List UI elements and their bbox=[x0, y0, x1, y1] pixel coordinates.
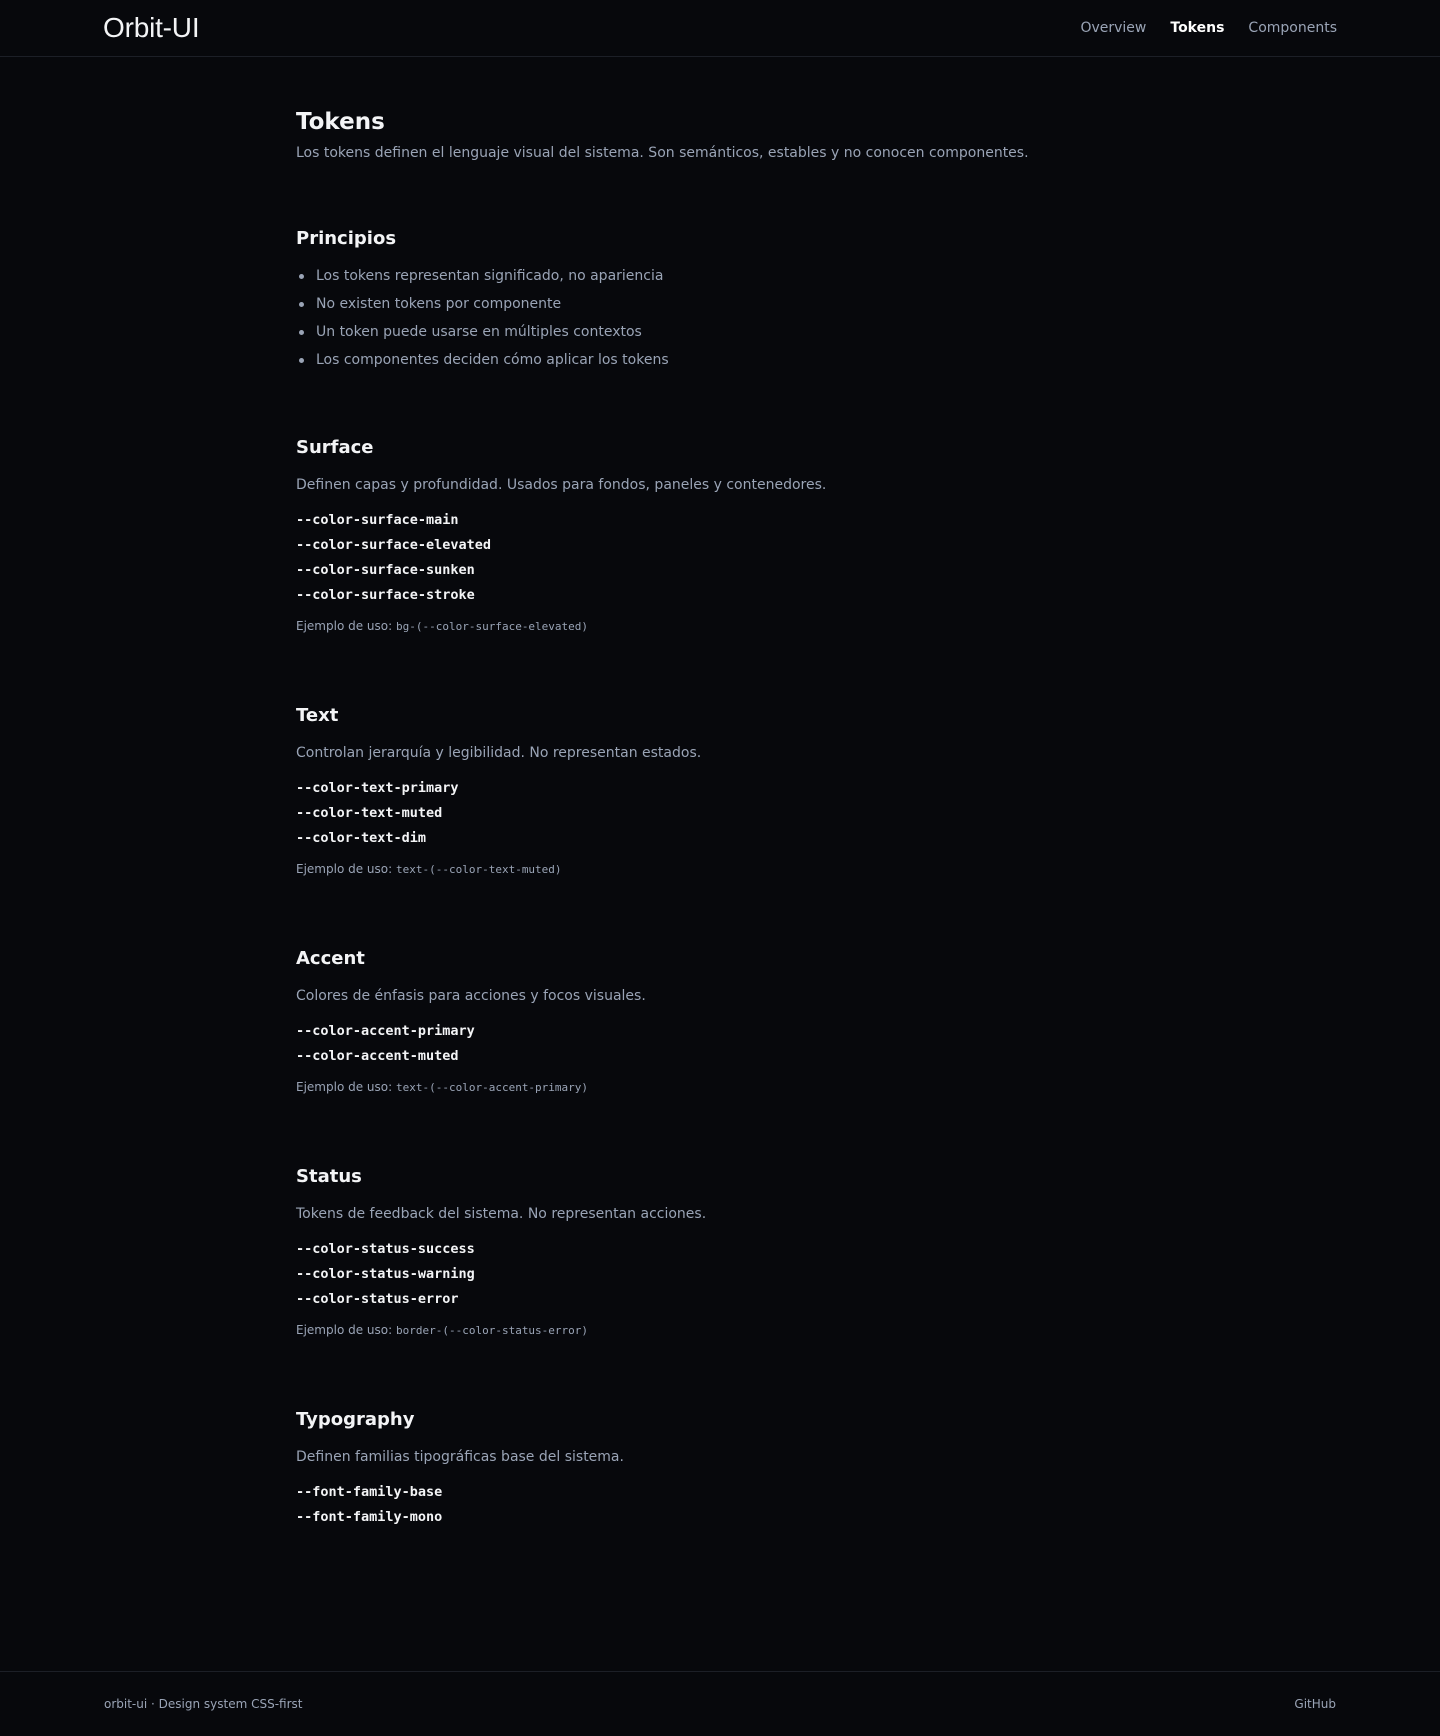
token-name: --color-text-muted bbox=[296, 805, 443, 821]
principles-title: Principios bbox=[296, 228, 397, 249]
token-name: --color-text-primary bbox=[296, 780, 459, 796]
brand-logo[interactable]: Orbit-UI bbox=[103, 12, 200, 43]
token-list bbox=[296, 1237, 1196, 1312]
principles-list bbox=[296, 267, 1196, 369]
usage-example-label: Ejemplo de uso: bbox=[296, 619, 393, 633]
token-name: --color-status-warning bbox=[296, 1266, 475, 1282]
usage-example bbox=[296, 1322, 1196, 1339]
token-name: --color-surface-elevated bbox=[296, 537, 492, 553]
token-name: --color-accent-primary bbox=[296, 1023, 475, 1039]
token-group-accent bbox=[296, 948, 1196, 1096]
nav-tokens[interactable]: Tokens bbox=[1170, 20, 1225, 36]
usage-example-code: border-(--color-status-error) bbox=[395, 1324, 589, 1337]
group-title: Typography bbox=[296, 1409, 415, 1430]
token-name: --font-family-mono bbox=[296, 1509, 443, 1525]
token-list bbox=[296, 1019, 1196, 1069]
usage-example-code: bg-(--color-surface-elevated) bbox=[395, 620, 589, 633]
footer-text: orbit-ui · Design system CSS-first bbox=[104, 1697, 303, 1711]
group-title: Surface bbox=[296, 437, 374, 458]
token-list bbox=[296, 508, 1196, 608]
token-group-status bbox=[296, 1166, 1196, 1339]
token-name: --color-status-success bbox=[296, 1241, 475, 1257]
group-description: Tokens de feedback del sistema. No representan acciones. bbox=[296, 1206, 707, 1222]
token-name: --color-surface-sunken bbox=[296, 562, 475, 578]
nav-components[interactable]: Components bbox=[1248, 20, 1337, 36]
usage-example-label: Ejemplo de uso: bbox=[296, 1323, 393, 1337]
usage-example-code: text-(--color-text-muted) bbox=[395, 863, 562, 876]
group-description: Definen familias tipográficas base del sistema. bbox=[296, 1449, 624, 1465]
page-subtitle: Los tokens definen el lenguaje visual del sistema. Son semánticos, estables y no conocen componentes. bbox=[296, 145, 1029, 161]
token-list bbox=[296, 1480, 1196, 1530]
token-name: --font-family-base bbox=[296, 1484, 443, 1500]
principle-item: No existen tokens por componente bbox=[296, 295, 1196, 313]
usage-example bbox=[296, 618, 1196, 635]
group-title: Accent bbox=[296, 948, 365, 969]
github-link[interactable]: GitHub bbox=[1294, 1697, 1336, 1711]
group-description: Controlan jerarquía y legibilidad. No representan estados. bbox=[296, 745, 702, 761]
usage-example-label: Ejemplo de uso: bbox=[296, 1080, 393, 1094]
usage-example bbox=[296, 861, 1196, 878]
group-description: Definen capas y profundidad. Usados para fondos, paneles y contenedores. bbox=[296, 477, 827, 493]
main-content bbox=[296, 57, 1196, 1530]
top-navbar bbox=[0, 0, 1440, 57]
usage-example-code: text-(--color-accent-primary) bbox=[395, 1081, 589, 1094]
token-name: --color-surface-main bbox=[296, 512, 459, 528]
token-name: --color-status-error bbox=[296, 1291, 459, 1307]
main-nav bbox=[1080, 20, 1337, 36]
usage-example-label: Ejemplo de uso: bbox=[296, 862, 393, 876]
token-name: --color-accent-muted bbox=[296, 1048, 459, 1064]
principle-item: Un token puede usarse en múltiples contextos bbox=[296, 323, 1196, 341]
principle-item: Los tokens representan significado, no apariencia bbox=[296, 267, 1196, 285]
nav-overview[interactable]: Overview bbox=[1080, 20, 1147, 36]
token-group-text bbox=[296, 705, 1196, 878]
token-group-typography bbox=[296, 1409, 1196, 1530]
token-group-surface bbox=[296, 437, 1196, 635]
usage-example bbox=[296, 1079, 1196, 1096]
token-groups bbox=[296, 437, 1196, 1530]
page-title: Tokens bbox=[296, 109, 385, 135]
group-title: Status bbox=[296, 1166, 362, 1187]
group-title: Text bbox=[296, 705, 339, 726]
token-list bbox=[296, 776, 1196, 851]
principles-section bbox=[296, 228, 1196, 369]
token-name: --color-text-dim bbox=[296, 830, 427, 846]
token-name: --color-surface-stroke bbox=[296, 587, 475, 603]
group-description: Colores de énfasis para acciones y focos visuales. bbox=[296, 988, 646, 1004]
principle-item: Los componentes deciden cómo aplicar los tokens bbox=[296, 351, 1196, 369]
footer bbox=[0, 1671, 1440, 1736]
